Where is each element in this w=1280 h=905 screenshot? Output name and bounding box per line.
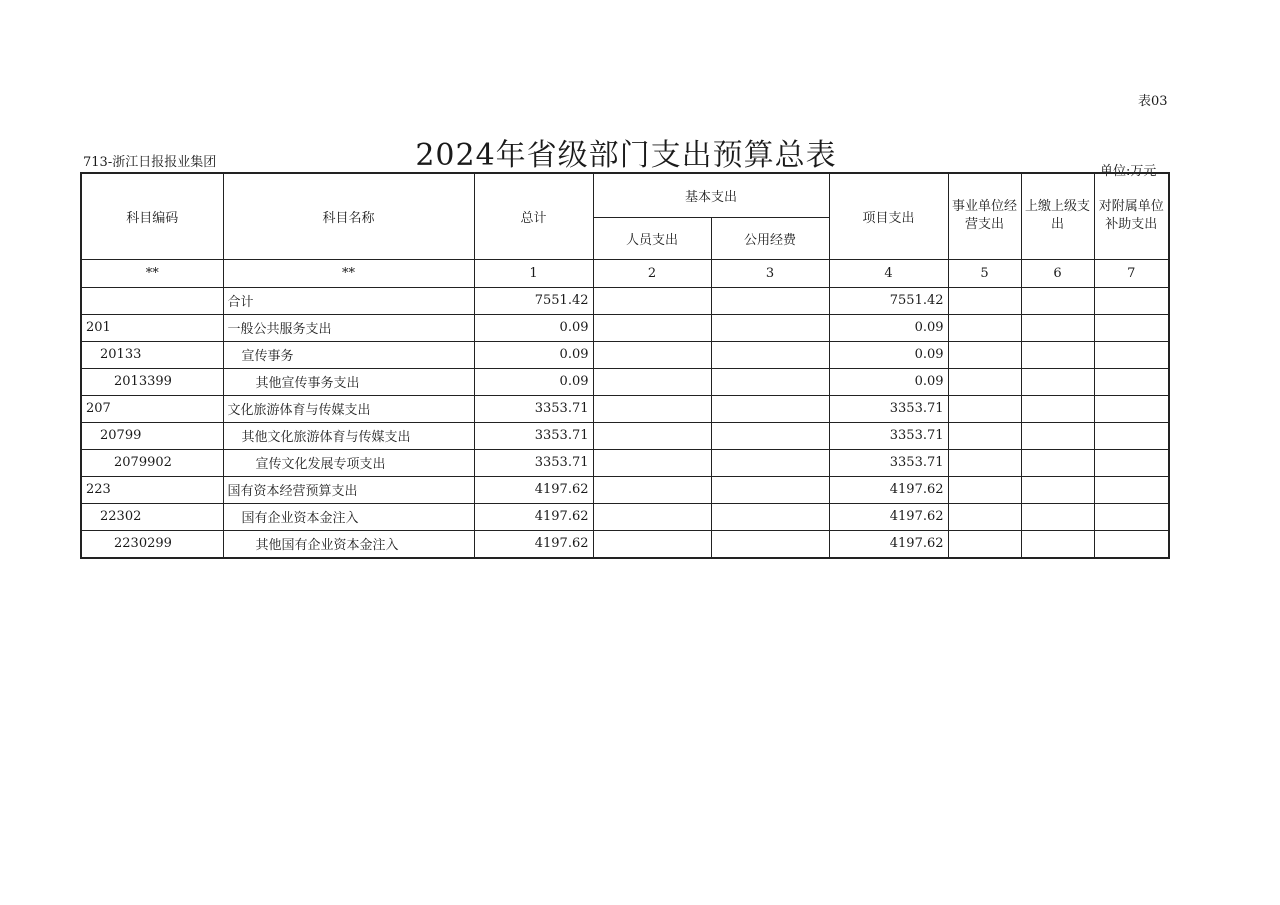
table-row — [81, 395, 1169, 422]
cell-name: 国有资本经营预算支出 — [223, 476, 474, 503]
cell-business — [948, 422, 1021, 449]
cell-total: 3353.71 — [474, 395, 593, 422]
cell-public — [711, 503, 829, 530]
header-upper: 上缴上级支出 — [1021, 173, 1094, 259]
cell-total: 4197.62 — [474, 476, 593, 503]
cell-name: 文化旅游体育与传媒支出 — [223, 395, 474, 422]
cell-personnel — [593, 368, 711, 395]
cell-public — [711, 287, 829, 314]
cell-code: 20133 — [81, 341, 223, 368]
table-row — [81, 503, 1169, 530]
cell-upper — [1021, 530, 1094, 558]
col-number: 4 — [829, 259, 948, 287]
cell-project: 0.09 — [829, 368, 948, 395]
col-number: 7 — [1094, 259, 1169, 287]
cell-public — [711, 368, 829, 395]
cell-public — [711, 449, 829, 476]
cell-subsidy — [1094, 395, 1169, 422]
table-body — [81, 287, 1169, 558]
cell-business — [948, 503, 1021, 530]
cell-code — [81, 287, 223, 314]
cell-project: 3353.71 — [829, 422, 948, 449]
table-row — [81, 422, 1169, 449]
cell-project: 4197.62 — [829, 503, 948, 530]
cell-total: 3353.71 — [474, 449, 593, 476]
cell-subsidy — [1094, 530, 1169, 558]
cell-personnel — [593, 314, 711, 341]
cell-project: 0.09 — [829, 314, 948, 341]
cell-subsidy — [1094, 449, 1169, 476]
cell-subsidy — [1094, 314, 1169, 341]
cell-upper — [1021, 503, 1094, 530]
cell-name: 合计 — [223, 287, 474, 314]
cell-project: 7551.42 — [829, 287, 948, 314]
table-row — [81, 287, 1169, 314]
col-number: ** — [223, 259, 474, 287]
cell-public — [711, 341, 829, 368]
cell-personnel — [593, 503, 711, 530]
cell-name: 国有企业资本金注入 — [223, 503, 474, 530]
cell-business — [948, 287, 1021, 314]
unit-label: 单位:万元 — [1100, 164, 1157, 179]
header-code: 科目编码 — [81, 173, 223, 259]
cell-upper — [1021, 314, 1094, 341]
cell-subsidy — [1094, 422, 1169, 449]
cell-code: 2013399 — [81, 368, 223, 395]
col-number: 1 — [474, 259, 593, 287]
cell-name: 其他国有企业资本金注入 — [223, 530, 474, 558]
cell-upper — [1021, 368, 1094, 395]
cell-subsidy — [1094, 476, 1169, 503]
cell-upper — [1021, 476, 1094, 503]
cell-public — [711, 476, 829, 503]
cell-project: 3353.71 — [829, 395, 948, 422]
cell-project: 4197.62 — [829, 476, 948, 503]
cell-subsidy — [1094, 287, 1169, 314]
cell-code: 2230299 — [81, 530, 223, 558]
header-public: 公用经费 — [711, 217, 829, 259]
header-business: 事业单位经营支出 — [948, 173, 1021, 259]
cell-business — [948, 341, 1021, 368]
cell-personnel — [593, 422, 711, 449]
cell-total: 7551.42 — [474, 287, 593, 314]
cell-project: 3353.71 — [829, 449, 948, 476]
cell-business — [948, 530, 1021, 558]
cell-subsidy — [1094, 341, 1169, 368]
header-name: 科目名称 — [223, 173, 474, 259]
header-personnel: 人员支出 — [593, 217, 711, 259]
cell-total: 4197.62 — [474, 503, 593, 530]
cell-name: 其他宣传事务支出 — [223, 368, 474, 395]
cell-code: 22302 — [81, 503, 223, 530]
col-number: ** — [81, 259, 223, 287]
cell-business — [948, 449, 1021, 476]
cell-business — [948, 314, 1021, 341]
cell-upper — [1021, 341, 1094, 368]
cell-name: 宣传事务 — [223, 341, 474, 368]
cell-name: 宣传文化发展专项支出 — [223, 449, 474, 476]
page-title: 2024年省级部门支出预算总表 — [415, 138, 837, 174]
cell-subsidy — [1094, 503, 1169, 530]
cell-public — [711, 422, 829, 449]
cell-personnel — [593, 395, 711, 422]
cell-name: 其他文化旅游体育与传媒支出 — [223, 422, 474, 449]
table-row — [81, 368, 1169, 395]
cell-upper — [1021, 287, 1094, 314]
header-project: 项目支出 — [829, 173, 948, 259]
cell-code: 223 — [81, 476, 223, 503]
cell-code: 201 — [81, 314, 223, 341]
cell-personnel — [593, 530, 711, 558]
budget-table — [80, 172, 1170, 559]
table-row — [81, 314, 1169, 341]
cell-total: 3353.71 — [474, 422, 593, 449]
cell-total: 0.09 — [474, 368, 593, 395]
cell-public — [711, 314, 829, 341]
table-row — [81, 530, 1169, 558]
cell-subsidy — [1094, 368, 1169, 395]
cell-total: 0.09 — [474, 341, 593, 368]
department-name: 713-浙江日报报业集团 — [83, 155, 217, 170]
table-row — [81, 476, 1169, 503]
cell-project: 4197.62 — [829, 530, 948, 558]
cell-upper — [1021, 395, 1094, 422]
cell-personnel — [593, 287, 711, 314]
cell-code: 207 — [81, 395, 223, 422]
cell-total: 4197.62 — [474, 530, 593, 558]
cell-code: 20799 — [81, 422, 223, 449]
cell-personnel — [593, 449, 711, 476]
cell-name: 一般公共服务支出 — [223, 314, 474, 341]
cell-total: 0.09 — [474, 314, 593, 341]
cell-personnel — [593, 476, 711, 503]
cell-code: 2079902 — [81, 449, 223, 476]
cell-project: 0.09 — [829, 341, 948, 368]
cell-business — [948, 395, 1021, 422]
cell-upper — [1021, 422, 1094, 449]
col-number: 3 — [711, 259, 829, 287]
col-number: 2 — [593, 259, 711, 287]
cell-public — [711, 530, 829, 558]
header-basic: 基本支出 — [593, 173, 829, 217]
col-number: 5 — [948, 259, 1021, 287]
cell-business — [948, 476, 1021, 503]
cell-public — [711, 395, 829, 422]
header-subsidy: 对附属单位补助支出 — [1094, 173, 1169, 259]
col-number: 6 — [1021, 259, 1094, 287]
table-row — [81, 449, 1169, 476]
table-number: 表03 — [1138, 94, 1168, 109]
table-row — [81, 341, 1169, 368]
cell-business — [948, 368, 1021, 395]
cell-personnel — [593, 341, 711, 368]
header-total: 总计 — [474, 173, 593, 259]
cell-upper — [1021, 449, 1094, 476]
